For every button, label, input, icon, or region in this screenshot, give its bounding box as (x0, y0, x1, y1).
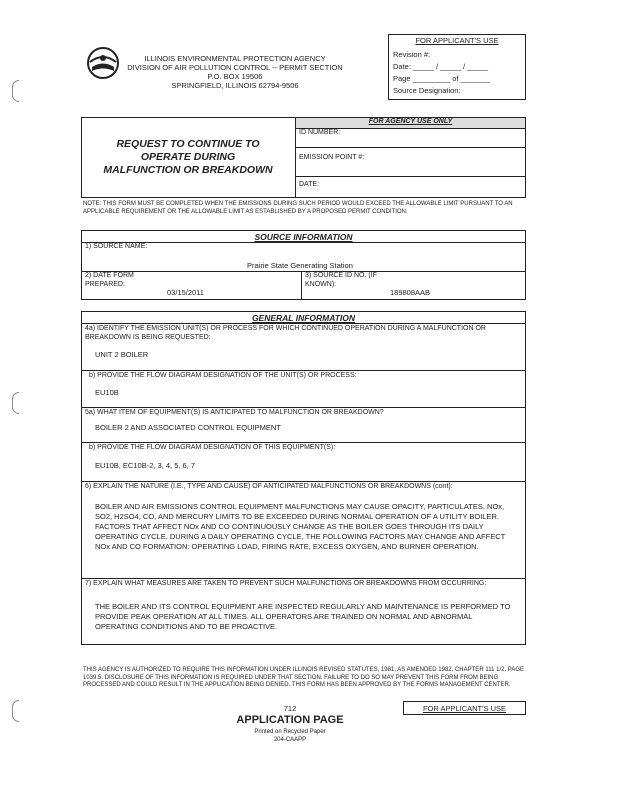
applicant-box-title: FOR APPLICANT'S USE (415, 36, 499, 45)
division-name: DIVISION OF AIR POLLUTION CONTROL -- PERMIT SECTION (127, 63, 343, 72)
form-title-line: MALFUNCTION OR BREAKDOWN (103, 164, 273, 176)
source-information-section (81, 230, 526, 300)
applicant-use-box (388, 34, 526, 100)
question-5b: b) PROVIDE THE FLOW DIAGRAM DESIGNATION OF THIS EQUIPMENT(S): (89, 444, 336, 451)
source-id-label: 3) SOURCE ID NO. (IF KNOWN): (305, 272, 377, 288)
question-7: 7) EXPLAIN WHAT MEASURES ARE TAKEN TO PREVENT SUCH MALFUNCTIONS OR BREAKDOWNS FROM OCCURRING: (85, 580, 487, 587)
title-block (81, 117, 526, 198)
binder-hole (12, 392, 19, 414)
source-designation-field[interactable]: Source Designation: (393, 86, 461, 95)
city-address: SPRINGFIELD, ILLINOIS 62794-9506 (171, 81, 299, 90)
source-info-title: SOURCE INFORMATION (254, 232, 353, 242)
agency-name: ILLINOIS ENVIRONMENTAL PROTECTION AGENCY (144, 54, 326, 63)
question-4a: 4a) IDENTIFY THE EMISSION UNIT(S) OR PROCESS FOR WHICH CONTINUED OPERATION DURING A MALFUNCTION OR BREAKDOWN IS BEING REQUESTED: (85, 325, 486, 341)
form-number: 204-CAAPP (273, 737, 307, 743)
source-id-value[interactable]: 189808AAB (390, 288, 431, 297)
footer-disclaimer: THIS AGENCY IS AUTHORIZED TO REQUIRE THIS INFORMATION UNDER ILLINOIS REVISED STATUTES, 1981, AS AMENDED 1982, CHAPTER 111 1/2, PAGE 1039.5. DISCLOSURE OF THIS INFORMATION IS REQUIRED UNDER THAT SECTION. FAILURE TO DO SO MAY PREVENT THIS FORM FROM BEING PROCESSED AND COULD RESULT IN THE APPLICATION BEING DENIED. THIS FORM HAS BEEN APPROVED BY THE FORMS MANAGEMENT CENTER. (83, 667, 525, 688)
revision-field[interactable]: Revision #: (393, 50, 431, 59)
answer-5b[interactable]: EU10B, EC10B-2, 3, 4, 5, 6, 7 (95, 461, 196, 470)
form-title (88, 138, 288, 177)
form-note: NOTE: THIS FORM MUST BE COMPLETED WHEN THE EMISSIONS DURING SUCH PERIOD WOULD EXCEED THE ALLOWABLE LIMIT PURSUANT TO AN APPLICABLE REQUIREMENT OR THE ALLOWABLE LIMIT AS ESTABLISHED BY A PROPOSED PERMIT CONDITION. (83, 201, 513, 215)
general-information-section (81, 311, 526, 645)
question-6: 6) EXPLAIN THE NATURE (I.E., TYPE AND CAUSE) OF ANTICIPATED MALFUNCTIONS OR BREAKDOWNS (cont): (85, 483, 453, 490)
form-title-line: REQUEST TO CONTINUE TO (116, 138, 260, 150)
agency-header (125, 54, 345, 90)
general-info-title: GENERAL INFORMATION (251, 313, 356, 323)
applicant-use-footer-label: FOR APPLICANT'S USE (422, 704, 507, 713)
application-page-label: APPLICATION PAGE (236, 714, 344, 726)
source-name-value[interactable]: Prairie State Generating Station (247, 261, 353, 270)
applicant-use-footer-box (403, 701, 526, 715)
answer-5a[interactable]: BOILER 2 AND ASSOCIATED CONTROL EQUIPMENT (95, 423, 281, 432)
po-box: P.O. BOX 19506 (207, 72, 263, 81)
date-form-value[interactable]: 03/15/2011 (167, 288, 204, 297)
id-number-field[interactable]: ID NUMBER: (299, 129, 341, 136)
agency-date-field[interactable]: DATE: (299, 181, 320, 188)
question-4b: b) PROVIDE THE FLOW DIAGRAM DESIGNATION OF THE UNIT(S) OR PROCESS: (89, 372, 357, 379)
agency-logo (86, 46, 120, 80)
date-form-label: 2) DATE FORM PREPARED: (85, 272, 134, 288)
question-5a: 5a) WHAT ITEM OF EQUIPMENT(S) IS ANTICIPATED TO MALFUNCTION OR BREAKDOWN? (85, 409, 384, 416)
binder-hole (12, 80, 19, 102)
form-title-line: OPERATE DURING (140, 151, 236, 163)
answer-7[interactable]: THE BOILER AND ITS CONTROL EQUIPMENT ARE INSPECTED REGULARLY AND MAINTENANCE IS PERFORMED TO PROVIDE PEAK OPERATION AT ALL TIMES. ALL OPERATORS ARE TRAINED ON NORMAL AND ABNORMAL OPERATING CONDITIONS AND TO BE PROACTIVE. (95, 602, 511, 631)
source-name-label: 1) SOURCE NAME: (85, 243, 148, 250)
page-number: 712 (283, 704, 297, 713)
answer-6[interactable]: BOILER AND AIR EMISSIONS CONTROL EQUIPMENT MALFUNCTIONS MAY CAUSE OPACITY, PARTICULATES, NOx, SO2, H2SO4, CO, AND MERCURY LIMITS TO BE EXCEEDED DURING NORMAL OPERATION OF A UTILITY BOILER. FACTORS THAT AFFECT NOx AND CO CONTINUOUSLY CHANGE AS THE BOILER GOES THROUGH ITS DAILY OPERATING CYCLE. DURING A DAILY OPERATING CYCLE, THE FOLLOWING FACTORS MAY CHANGE AND AFFECT NOx AND CO FORMATION: OPERATING LOAD, FIRING RATE, EXCESS OXYGEN, AND BURNER OPERATION. (95, 502, 506, 551)
answer-4b[interactable]: EU10B (95, 388, 119, 397)
answer-4a[interactable]: UNIT 2 BOILER (95, 350, 149, 359)
page-field[interactable]: Page _________ of _______ (393, 74, 490, 83)
date-field[interactable]: Date: _____ / _____ / _____ (393, 62, 489, 71)
recycled-paper-note: Printed on Recycled Paper (254, 729, 326, 735)
agency-use-title: FOR AGENCY USE ONLY (368, 118, 453, 125)
emission-point-field[interactable]: EMISSION POINT #: (299, 154, 365, 161)
binder-hole (12, 700, 19, 722)
